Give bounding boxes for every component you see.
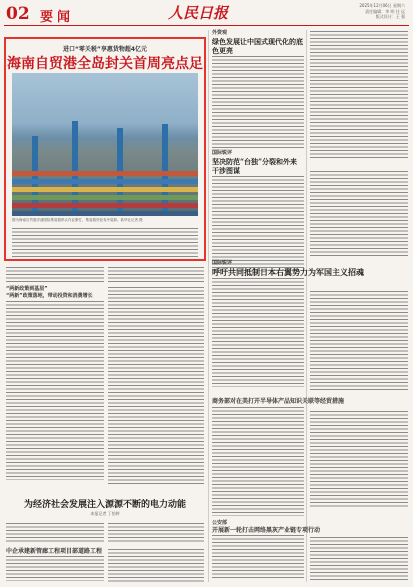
port-photo (12, 73, 198, 216)
article1-body (212, 55, 304, 149)
container-row (12, 171, 198, 176)
container-row (12, 195, 198, 200)
page-number: 02 (6, 4, 30, 24)
article6 (6, 548, 104, 581)
article-body-text (108, 522, 204, 542)
lead-story-headline[interactable]: 海南自贸港全岛封关首周亮点足 (7, 56, 203, 72)
article4-title[interactable]: 商务部对在美打开半导体产品知识关联等经贸措施 (212, 398, 345, 405)
article-body-text (310, 410, 408, 508)
policy-box-body (6, 300, 104, 480)
lead-story-body (12, 227, 198, 257)
article5-byline: 本报记者 丁怡婷 (90, 511, 120, 516)
article1-title[interactable]: 绿色发展让中国式现代化的底色更亮 (212, 37, 303, 55)
header-editors: 责任编辑：李 明 任 远 (365, 8, 405, 14)
article2-title[interactable]: 坚决防范“台独”分裂和外来干涉图谋 (212, 157, 298, 175)
article-body-text (310, 170, 408, 256)
article1-kicker: 外资观 (212, 30, 228, 36)
photo-caption: 图为海南自贸港洋浦国际集装箱码头作业繁忙，集装箱货轮有序装卸。新华社记者 摄 (12, 218, 143, 222)
article-body-text (310, 30, 408, 160)
container-row (12, 179, 198, 184)
article7-title[interactable]: 开展新一轮打击网络黑灰产业链专项行动 (212, 527, 321, 534)
article-body-text (310, 536, 408, 582)
article3-kicker: 国际锐评 (212, 260, 233, 266)
article3-title[interactable]: 呼吁共同抵制日本右翼势力为军国主义招魂 (212, 267, 364, 277)
lead-story-deck: 进口“零关税”享惠货物超4亿元 (62, 46, 148, 53)
article7-body (212, 534, 304, 580)
article2-kicker: 国际锐评 (212, 150, 233, 156)
section-name: 要闻 (40, 10, 75, 25)
policy-box-subtitle: “两新”政策落地，带动投资和消费增长 (6, 293, 93, 299)
article1 (212, 30, 304, 149)
column-divider (208, 30, 209, 582)
container-row (12, 187, 198, 192)
article6-body (6, 555, 104, 581)
masthead-logo: 人民日报 (168, 4, 229, 22)
article5 (6, 500, 204, 517)
header-rule (4, 25, 409, 26)
page-header (0, 0, 413, 26)
article-body-text (310, 290, 408, 390)
policy-box-title: “两新政策到基层” (6, 286, 48, 292)
crane-shape (72, 121, 78, 216)
lead-story-highlight[interactable] (4, 37, 206, 261)
header-meta (335, 3, 405, 20)
article-body-text (6, 266, 104, 282)
article-body-text (108, 286, 204, 486)
article-body-text (6, 522, 104, 542)
article7-kicker: 公安部 (212, 520, 228, 526)
article3-body (212, 277, 304, 387)
header-designer: 版式设计：王 强 (375, 14, 405, 19)
article6-title[interactable]: 中企承建新管廊工程项目部道路工程 (6, 548, 103, 555)
article-body-text (108, 266, 204, 282)
article5-title[interactable]: 为经济社会发展注入源源不断的电力动能 (23, 500, 186, 510)
article2-body (212, 175, 304, 271)
policy-box (6, 286, 104, 480)
header-date: 2025年12月06日 星期六 (359, 3, 405, 8)
container-row (12, 203, 198, 208)
container-row (12, 211, 198, 216)
article-body-text (108, 548, 204, 582)
article2 (212, 150, 304, 271)
article4-body (212, 406, 304, 516)
